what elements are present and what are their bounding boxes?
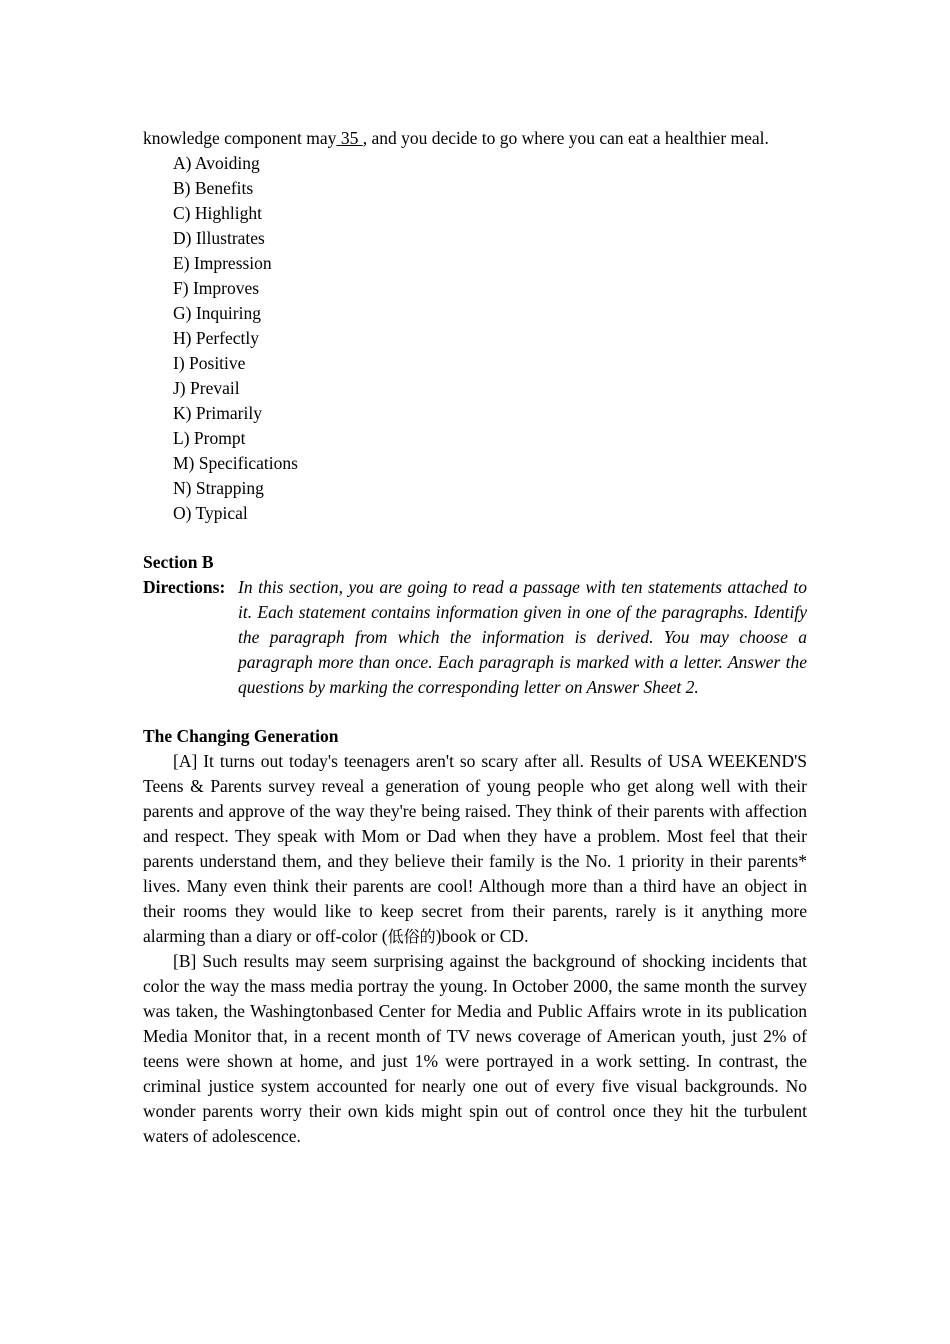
option-letter: H): [173, 328, 192, 348]
option-word: Typical: [195, 503, 248, 523]
option-letter: G): [173, 303, 192, 323]
option-item[interactable]: [173, 501, 807, 526]
document-page: [143, 126, 807, 1149]
paragraph-a-text-part2: )book or CD.: [435, 926, 529, 946]
option-letter: O): [173, 503, 192, 523]
option-item[interactable]: [173, 301, 807, 326]
option-item[interactable]: [173, 151, 807, 176]
option-item[interactable]: [173, 451, 807, 476]
option-word: Highlight: [194, 203, 262, 223]
option-letter: M): [173, 453, 195, 473]
word-bank-options: [143, 151, 807, 526]
lead-paragraph: [143, 126, 807, 151]
paragraph-a-text-part1: [A] It turns out today's teenagers aren't so scary after all. Results of USA WEEKEND'S Teens & Parents survey reveal a generation of young people who get along well with their parents and approve of the way they're being raised. They think of their parents with affection and respect. They speak with Mom or Dad when they have a problem. Most feel that their parents understand them, and they believe their family is the No. 1 priority in their parents* lives. Many even think their parents are cool! Although more than a third have an object in their rooms they would like to keep secret from their parents, rarely is it anything more alarming than a diary or off-color (: [143, 751, 807, 946]
option-word: Specifications: [198, 453, 298, 473]
option-word: Primarily: [195, 403, 262, 423]
passage-spacer: [143, 700, 807, 724]
option-item[interactable]: [173, 476, 807, 501]
option-word: Improves: [192, 278, 260, 298]
option-item[interactable]: [173, 326, 807, 351]
option-word: Impression: [193, 253, 272, 273]
option-word: Prevail: [190, 378, 240, 398]
lead-text-before-blank: knowledge component may: [143, 128, 337, 148]
option-word: Illustrates: [195, 228, 265, 248]
option-item[interactable]: [173, 351, 807, 376]
option-word: Inquiring: [195, 303, 261, 323]
option-word: Prompt: [193, 428, 246, 448]
option-item[interactable]: [173, 176, 807, 201]
passage-paragraph-a: [143, 749, 807, 949]
passage-title: The Changing Generation: [143, 726, 339, 746]
option-letter: D): [173, 228, 192, 248]
answer-blank-35: [336, 128, 362, 148]
option-word: Perfectly: [195, 328, 260, 348]
option-letter: I): [173, 353, 185, 373]
option-letter: J): [173, 378, 186, 398]
directions-block: [143, 575, 807, 700]
lead-text-after-blank: , and you decide to go where you can eat a healthier meal.: [362, 128, 769, 148]
option-word: Positive: [189, 353, 246, 373]
option-letter: N): [173, 478, 192, 498]
option-item[interactable]: [173, 226, 807, 251]
option-letter: K): [173, 403, 192, 423]
option-item[interactable]: [173, 401, 807, 426]
passage-paragraph-b: [B] Such results may seem surprising against the background of shocking incidents that color the way the mass media portray the young. In October 2000, the same month the survey was taken, the Washingtonbased Center for Media and Public Affairs wrote in its publication Media Monitor that, in a recent month of TV news coverage of American youth, just 2% of teens were shown at home, and just 1% were portrayed in a work setting. In contrast, the criminal justice system accounted for nearly one out of every five visual backgrounds. No wonder parents worry their own kids might spin out of control once they hit the turbulent waters of adolescence.: [143, 951, 807, 1146]
paragraph-a-chinese-gloss: 低俗的: [387, 927, 436, 946]
option-item[interactable]: [173, 201, 807, 226]
option-item[interactable]: [173, 276, 807, 301]
option-letter: B): [173, 178, 191, 198]
option-word: Avoiding: [194, 153, 260, 173]
option-item[interactable]: [173, 376, 807, 401]
option-item[interactable]: [173, 251, 807, 276]
section-b-heading: Section B: [143, 552, 214, 572]
directions-text: In this section, you are going to read a passage with ten statements attached to it. Each statement contains information given in one of the paragraphs. Identify the paragraph from which the information is derived. You may choose a paragraph more than once. Each paragraph is marked with a letter. Answer the questions by marking the corresponding letter on Answer Sheet 2.: [238, 577, 807, 697]
directions-label: Directions:: [143, 577, 226, 597]
option-word: Benefits: [194, 178, 254, 198]
option-letter: L): [173, 428, 190, 448]
option-letter: E): [173, 253, 190, 273]
section-spacer: [143, 526, 807, 550]
option-letter: C): [173, 203, 191, 223]
option-item[interactable]: [173, 426, 807, 451]
option-letter: A): [173, 153, 192, 173]
option-word: Strapping: [195, 478, 264, 498]
option-letter: F): [173, 278, 189, 298]
blank-number: 35: [340, 128, 359, 148]
